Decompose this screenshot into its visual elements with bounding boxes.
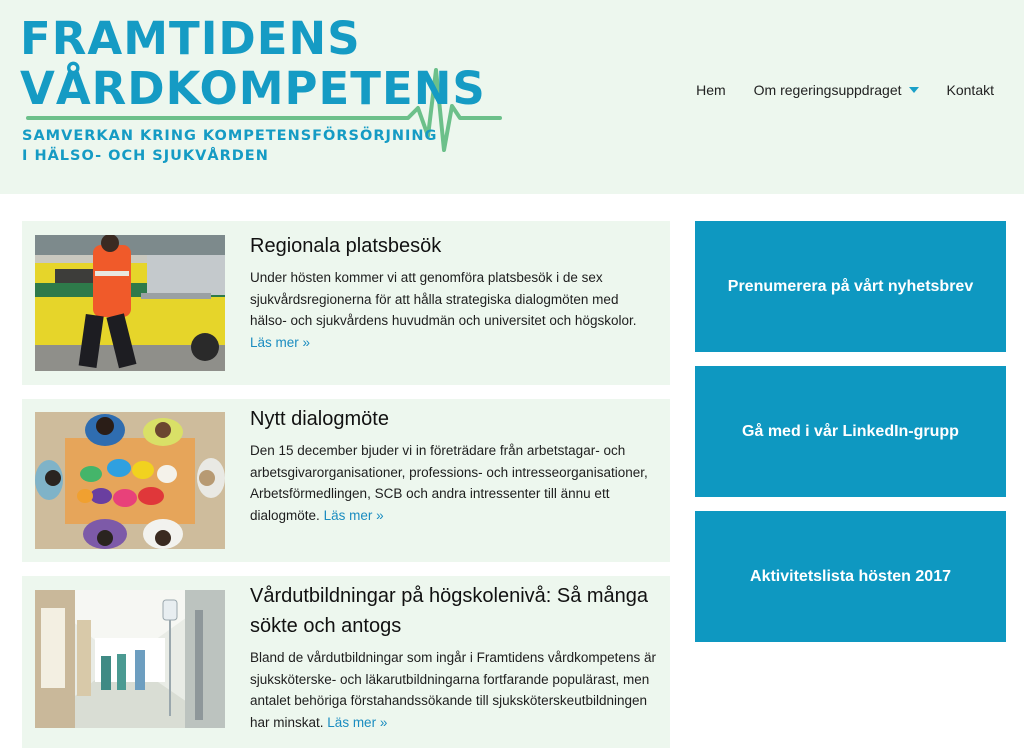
article-body [250, 231, 658, 353]
nav-item-label: Kontakt [946, 82, 994, 98]
main-navigation [668, 82, 994, 98]
article-excerpt [250, 440, 658, 526]
box-label: Gå med i vår LinkedIn-grupp [742, 422, 959, 440]
nav-item-hem[interactable] [696, 82, 726, 98]
article-title[interactable]: Vårdutbildningar på högskolenivå: Så många sökte och antogs [250, 585, 649, 637]
read-more-link[interactable]: Läs mer » [327, 714, 388, 730]
article-excerpt [250, 647, 658, 733]
nav-item-om-regeringsuppdraget[interactable] [754, 82, 919, 98]
article-text: Under hösten kommer vi att genomföra platsbesök i de sex sjukvårdsregionerna för att hålla strategiska dialogmöten med hälso- och sjukvårdens huvudmän och universitet och högskolor. [250, 270, 637, 328]
article-image-ambulance[interactable] [35, 235, 225, 371]
read-more-link[interactable]: Läs mer » [250, 334, 311, 350]
article-title[interactable]: Regionala platsbesök [250, 235, 442, 257]
box-label: Prenumerera på vårt nyhetsbrev [727, 277, 974, 295]
article-text: Bland de vårdutbildningar som ingår i Framtidens vårdkompetens är sjuksköterske- och läkarutbildningarna fortfarande populärast, men antalet behöriga förstahandssökande till sjuksköterskeutbildningen har minskat. [250, 650, 656, 730]
article-card-vardutbildningar [22, 576, 670, 748]
nav-item-label: Hem [696, 82, 726, 98]
logo-tagline-1: SAMVERKAN KRING KOMPETENSFÖRSÖRJNING [22, 128, 438, 144]
logo-line-1: FRAMTIDENS [20, 12, 361, 65]
nav-item-label: Om regeringsuppdraget [753, 82, 902, 98]
logo-tagline-2: I HÄLSO- OCH SJUKVÅRDEN [22, 148, 269, 164]
article-body [250, 581, 658, 733]
newsletter-subscribe-button[interactable] [695, 221, 1006, 352]
linkedin-group-button[interactable] [695, 366, 1006, 497]
nav-item-kontakt[interactable] [947, 82, 994, 98]
article-excerpt [250, 267, 658, 353]
logo-line-2: VÅRDKOMPETENS [20, 62, 486, 115]
box-label: Aktivitetslista hösten 2017 [750, 567, 951, 585]
site-logo[interactable] [20, 12, 510, 182]
read-more-link[interactable]: Läs mer » [323, 507, 384, 523]
article-card-nytt-dialogmote [22, 399, 670, 562]
article-card-regionala-platsbesok [22, 221, 670, 385]
article-title[interactable]: Nytt dialogmöte [250, 408, 389, 430]
site-header [0, 0, 1024, 194]
article-body [250, 404, 658, 526]
article-text: Den 15 december bjuder vi in företrädare från arbetstagar- och arbetsgivarorganisationer, professions- och intresseorganisationer, Arbetsförmedlingen, SCB och andra intressenter till ännu ett dialogmöte. [250, 443, 648, 523]
article-image-meeting-table[interactable] [35, 412, 225, 549]
article-image-hospital-corridor[interactable] [35, 590, 225, 728]
activity-list-button[interactable] [695, 511, 1006, 642]
chevron-down-icon[interactable] [909, 87, 919, 93]
